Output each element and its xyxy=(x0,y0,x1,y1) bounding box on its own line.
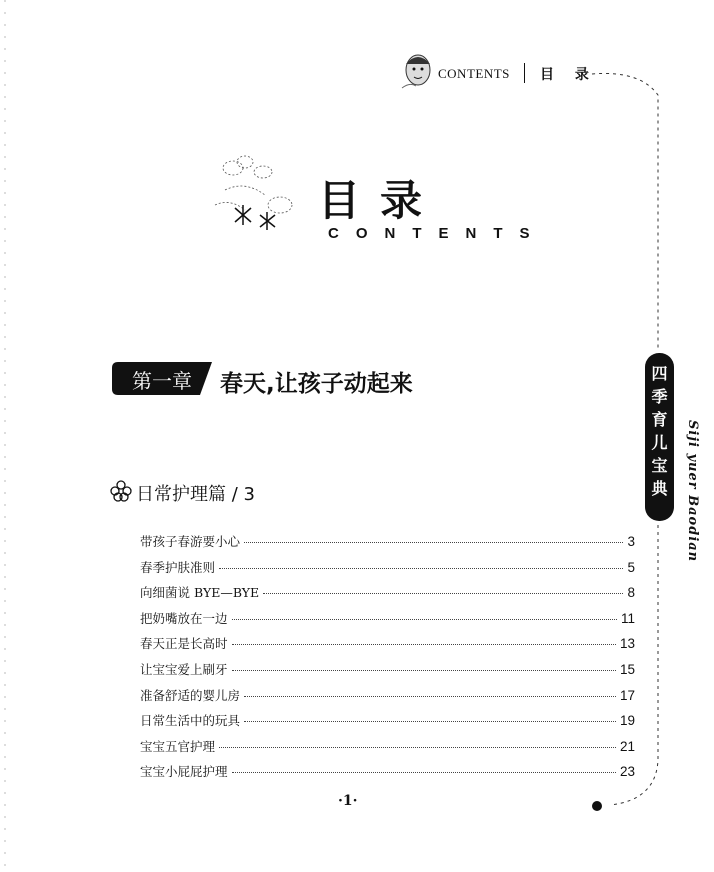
section-title[interactable]: 日常护理篇 / 3 xyxy=(136,484,255,505)
toc-entry-label: 春天正是长高时 xyxy=(140,636,228,652)
toc-leader xyxy=(232,670,616,671)
side-tab-char: 宝 xyxy=(651,456,668,475)
chapter-title[interactable]: 春天,让孩子动起来 xyxy=(220,371,413,397)
flower-sketch-icon xyxy=(205,150,315,235)
toc-entry-page: 19 xyxy=(619,713,635,729)
toc-leader xyxy=(219,568,623,569)
toc-entry-page: 17 xyxy=(619,687,635,703)
toc-leader xyxy=(244,721,616,722)
toc-entry[interactable] xyxy=(140,532,635,558)
side-tab-char: 典 xyxy=(651,479,668,498)
chapter-badge-label: 第一章 xyxy=(132,369,192,393)
toc-entry-label: 让宝宝爱上刷牙 xyxy=(140,661,228,677)
toc-entry-page: 8 xyxy=(627,585,635,601)
side-tab-chars xyxy=(645,362,674,500)
toc-entry[interactable] xyxy=(140,711,635,737)
toc-entry[interactable] xyxy=(140,762,635,788)
toc-entry[interactable] xyxy=(140,634,635,660)
toc-leader xyxy=(263,593,623,594)
toc-entry-page: 3 xyxy=(627,534,635,549)
toc-leader xyxy=(232,644,616,645)
toc-entry-label: 宝宝小屁屁护理 xyxy=(140,764,228,780)
toc-entry[interactable] xyxy=(140,583,635,609)
side-tab-char: 季 xyxy=(651,387,668,406)
toc-entry-page: 5 xyxy=(627,559,635,575)
page-number: ·1· xyxy=(338,793,358,809)
toc-entry-page: 13 xyxy=(619,636,635,652)
side-tab-char: 儿 xyxy=(651,433,668,452)
toc-entry-label: 日常生活中的玩具 xyxy=(140,713,241,729)
toc-entry-page: 23 xyxy=(619,764,635,780)
toc-entry-label: 春季护肤准则 xyxy=(140,559,216,575)
header-contents-en: CONTENTS xyxy=(438,66,510,81)
header-contents-cn: 目 录 xyxy=(540,67,597,83)
flower-outline-icon xyxy=(110,480,132,502)
toc-leader xyxy=(219,747,616,748)
toc-leader xyxy=(244,542,623,543)
side-tab-pinyin: Siji yuer Baodian xyxy=(685,420,700,563)
side-tab-char: 育 xyxy=(651,410,668,429)
side-tab-char: 四 xyxy=(651,364,668,383)
toc-leader xyxy=(232,619,617,620)
toc-entry[interactable] xyxy=(140,609,635,635)
toc-entry-label: 带孩子春游要小心 xyxy=(140,534,241,549)
toc-entry-page: 21 xyxy=(619,738,635,754)
toc-entry[interactable] xyxy=(140,660,635,686)
baby-face-icon xyxy=(396,50,436,90)
toc-leader xyxy=(232,772,616,773)
header-divider xyxy=(524,63,525,83)
toc-leader xyxy=(244,696,616,697)
toc-entry-page: 15 xyxy=(619,661,635,677)
toc-entry-label: 向细菌说 BYE—BYE xyxy=(140,585,260,601)
toc-entry-label: 准备舒适的婴儿房 xyxy=(140,687,241,703)
page-subtitle: CONTENTS xyxy=(328,225,547,242)
toc-entry-page: 11 xyxy=(620,610,635,626)
toc-entry[interactable] xyxy=(140,737,635,763)
toc-entry-label: 把奶嘴放在一边 xyxy=(140,610,228,626)
toc-list xyxy=(140,532,635,788)
toc-entry[interactable] xyxy=(140,558,635,584)
toc-entry[interactable] xyxy=(140,686,635,712)
toc-entry-label: 宝宝五官护理 xyxy=(140,738,216,754)
page-title: 目录 xyxy=(318,176,443,225)
